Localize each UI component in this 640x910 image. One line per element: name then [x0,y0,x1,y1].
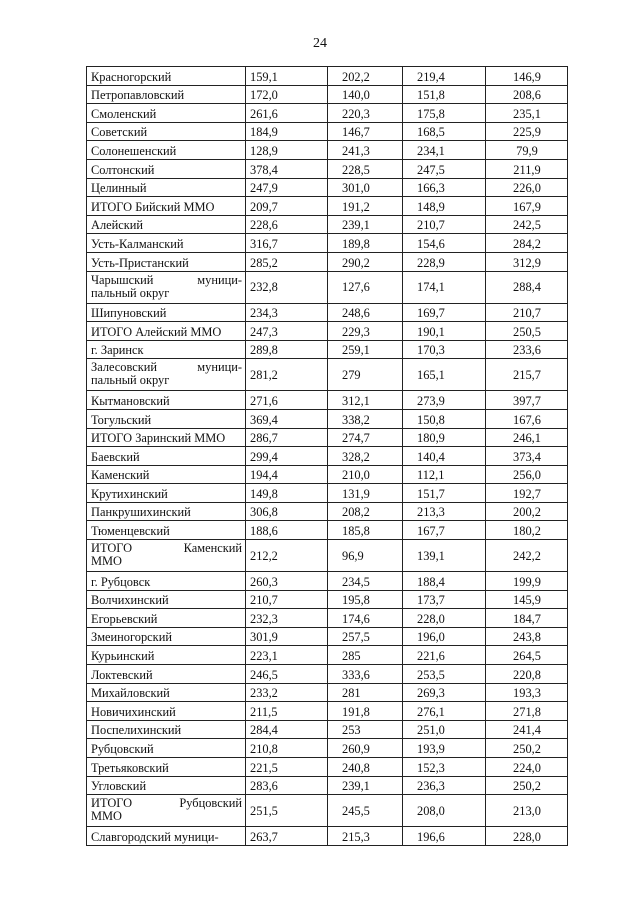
value-cell-1: 378,4 [246,159,328,178]
value-cell-2: 338,2 [328,409,403,428]
value-cell-4: 243,8 [486,627,568,646]
value-cell-3: 139,1 [403,540,486,572]
value-cell-4: 167,6 [486,409,568,428]
value-cell-4: 210,7 [486,303,568,322]
value-cell-2: 185,8 [328,521,403,540]
value-cell-2: 140,0 [328,85,403,104]
value-cell-2: 245,5 [328,795,403,827]
value-cell-1: 299,4 [246,447,328,466]
value-cell-1: 188,6 [246,521,328,540]
value-cell-3: 169,7 [403,303,486,322]
table-row [87,627,568,646]
value-cell-2: 208,2 [328,502,403,521]
table-row [87,540,568,572]
value-cell-1: 281,2 [246,359,328,391]
row-name-cell: Третьяковский [87,758,246,777]
row-name-cell: Усть-Пристанский [87,252,246,271]
row-name-line-2: ММО [91,809,122,824]
row-name-cell: Крутихинский [87,484,246,503]
value-cell-2: 195,8 [328,590,403,609]
row-name-cell: Тогульский [87,409,246,428]
value-cell-3: 168,5 [403,122,486,141]
value-cell-3: 228,0 [403,609,486,628]
table-row [87,234,568,253]
table-row [87,521,568,540]
row-name-cell: Каменский [87,465,246,484]
value-cell-4: 241,4 [486,720,568,739]
table-row [87,409,568,428]
row-name-cell: Михайловский [87,683,246,702]
value-cell-4: 226,0 [486,178,568,197]
value-cell-4: 288,4 [486,271,568,303]
row-name-cell [87,795,246,827]
value-cell-4: 199,9 [486,572,568,591]
row-name-line-1: ИТОГО Каменский [91,541,242,556]
value-cell-1: 246,5 [246,665,328,684]
value-cell-2: 202,2 [328,67,403,86]
value-cell-4: 225,9 [486,122,568,141]
row-name-cell: Солонешенский [87,141,246,160]
value-cell-4: 250,2 [486,739,568,758]
value-cell-4: 167,9 [486,197,568,216]
row-name-cell [87,359,246,391]
table-row [87,465,568,484]
value-cell-1: 283,6 [246,776,328,795]
row-name-cell: Усть-Калманский [87,234,246,253]
row-name-cell: Славгородский муници- [87,827,246,846]
row-name-cell: Шипуновский [87,303,246,322]
value-cell-1: 228,6 [246,215,328,234]
row-name-cell: Солтонский [87,159,246,178]
value-cell-4: 208,6 [486,85,568,104]
value-cell-1: 184,9 [246,122,328,141]
value-cell-2: 239,1 [328,215,403,234]
value-cell-3: 253,5 [403,665,486,684]
value-cell-3: 276,1 [403,702,486,721]
value-cell-1: 234,3 [246,303,328,322]
table-row [87,252,568,271]
value-cell-4: 233,6 [486,340,568,359]
row-name-cell [87,271,246,303]
table-row [87,322,568,341]
value-cell-2: 210,0 [328,465,403,484]
value-cell-2: 131,9 [328,484,403,503]
value-cell-1: 260,3 [246,572,328,591]
row-name-cell: Егорьевский [87,609,246,628]
value-cell-4: 250,5 [486,322,568,341]
value-cell-4: 211,9 [486,159,568,178]
value-cell-1: 247,3 [246,322,328,341]
value-cell-2: 257,5 [328,627,403,646]
value-cell-4: 246,1 [486,428,568,447]
row-name-line-1: Залесовский муници- [91,360,242,375]
table-row [87,178,568,197]
value-cell-1: 289,8 [246,340,328,359]
value-cell-3: 228,9 [403,252,486,271]
value-cell-3: 165,1 [403,359,486,391]
value-cell-3: 247,5 [403,159,486,178]
value-cell-4: 312,9 [486,252,568,271]
value-cell-4: 145,9 [486,590,568,609]
value-cell-2: 274,7 [328,428,403,447]
value-cell-3: 180,9 [403,428,486,447]
value-cell-3: 188,4 [403,572,486,591]
value-cell-4: 215,7 [486,359,568,391]
value-cell-3: 173,7 [403,590,486,609]
value-cell-4: 397,7 [486,391,568,410]
value-cell-1: 251,5 [246,795,328,827]
row-name-cell: г. Рубцовск [87,572,246,591]
table-row [87,739,568,758]
value-cell-3: 196,6 [403,827,486,846]
value-cell-3: 151,8 [403,85,486,104]
row-name-cell: Петропавловский [87,85,246,104]
value-cell-3: 150,8 [403,409,486,428]
row-name-line-1: Чарышский муници- [91,272,242,287]
value-cell-4: 146,9 [486,67,568,86]
value-cell-1: 221,5 [246,758,328,777]
value-cell-1: 263,7 [246,827,328,846]
table-row [87,758,568,777]
value-cell-1: 223,1 [246,646,328,665]
value-cell-2: 281 [328,683,403,702]
value-cell-2: 290,2 [328,252,403,271]
table-row [87,590,568,609]
value-cell-2: 215,3 [328,827,403,846]
value-cell-4: 242,5 [486,215,568,234]
value-cell-1: 232,3 [246,609,328,628]
value-cell-1: 232,8 [246,271,328,303]
value-cell-2: 174,6 [328,609,403,628]
table-row [87,827,568,846]
value-cell-1: 128,9 [246,141,328,160]
row-name-cell [87,540,246,572]
table-row [87,720,568,739]
value-cell-1: 271,6 [246,391,328,410]
value-cell-3: 190,1 [403,322,486,341]
value-cell-4: 224,0 [486,758,568,777]
value-cell-2: 312,1 [328,391,403,410]
value-cell-2: 96,9 [328,540,403,572]
value-cell-2: 220,3 [328,104,403,123]
value-cell-3: 174,1 [403,271,486,303]
value-cell-1: 209,7 [246,197,328,216]
value-cell-3: 213,3 [403,502,486,521]
value-cell-3: 236,3 [403,776,486,795]
value-cell-3: 167,7 [403,521,486,540]
value-cell-2: 259,1 [328,340,403,359]
value-cell-3: 234,1 [403,141,486,160]
table-row [87,502,568,521]
table-row [87,159,568,178]
value-cell-1: 210,8 [246,739,328,758]
row-name-cell: Кытмановский [87,391,246,410]
row-name-cell: Новичихинский [87,702,246,721]
value-cell-4: 242,2 [486,540,568,572]
row-name-cell: Баевский [87,447,246,466]
table-row [87,67,568,86]
value-cell-1: 284,4 [246,720,328,739]
value-cell-2: 191,2 [328,197,403,216]
table-row [87,391,568,410]
value-cell-1: 261,6 [246,104,328,123]
row-name-line-2: ММО [91,554,122,569]
value-cell-2: 260,9 [328,739,403,758]
data-table [86,66,568,846]
value-cell-3: 269,3 [403,683,486,702]
value-cell-3: 193,9 [403,739,486,758]
value-cell-2: 328,2 [328,447,403,466]
row-name-cell: Угловский [87,776,246,795]
value-cell-4: 180,2 [486,521,568,540]
value-cell-3: 148,9 [403,197,486,216]
value-cell-4: 192,7 [486,484,568,503]
value-cell-4: 373,4 [486,447,568,466]
table-row [87,795,568,827]
value-cell-2: 189,8 [328,234,403,253]
value-cell-1: 301,9 [246,627,328,646]
table-row [87,85,568,104]
table-row [87,665,568,684]
value-cell-3: 251,0 [403,720,486,739]
value-cell-2: 253 [328,720,403,739]
value-cell-3: 166,3 [403,178,486,197]
value-cell-1: 285,2 [246,252,328,271]
table-row [87,702,568,721]
value-cell-1: 316,7 [246,234,328,253]
table-row [87,683,568,702]
row-name-cell: ИТОГО Заринский ММО [87,428,246,447]
table-row [87,141,568,160]
row-name-line-2: пальный округ [91,285,170,300]
row-name-cell: г. Заринск [87,340,246,359]
row-name-cell: ИТОГО Алейский ММО [87,322,246,341]
value-cell-1: 306,8 [246,502,328,521]
value-cell-3: 154,6 [403,234,486,253]
row-name-cell: Красногорский [87,67,246,86]
table-row [87,340,568,359]
value-cell-2: 285 [328,646,403,665]
row-name-cell: Панкрушихинский [87,502,246,521]
table-row [87,609,568,628]
row-name-cell: Змеиногорский [87,627,246,646]
table-row [87,428,568,447]
value-cell-4: 235,1 [486,104,568,123]
value-cell-4: 284,2 [486,234,568,253]
row-name-cell: Волчихинский [87,590,246,609]
value-cell-1: 212,2 [246,540,328,572]
value-cell-2: 241,3 [328,141,403,160]
table-row [87,215,568,234]
value-cell-2: 301,0 [328,178,403,197]
table-row [87,359,568,391]
value-cell-4: 256,0 [486,465,568,484]
value-cell-3: 221,6 [403,646,486,665]
row-name-cell: Смоленский [87,104,246,123]
value-cell-3: 112,1 [403,465,486,484]
value-cell-1: 211,5 [246,702,328,721]
value-cell-3: 175,8 [403,104,486,123]
table-row [87,197,568,216]
value-cell-4: 228,0 [486,827,568,846]
value-cell-4: 250,2 [486,776,568,795]
row-name-cell: Тюменцевский [87,521,246,540]
value-cell-1: 194,4 [246,465,328,484]
value-cell-1: 172,0 [246,85,328,104]
value-cell-1: 286,7 [246,428,328,447]
table-row [87,646,568,665]
table-body [87,67,568,846]
value-cell-3: 273,9 [403,391,486,410]
value-cell-1: 210,7 [246,590,328,609]
table-row [87,104,568,123]
value-cell-3: 210,7 [403,215,486,234]
value-cell-4: 79,9 [486,141,568,160]
row-name-cell: Курьинский [87,646,246,665]
value-cell-4: 271,8 [486,702,568,721]
table-row [87,484,568,503]
value-cell-2: 234,5 [328,572,403,591]
value-cell-1: 369,4 [246,409,328,428]
value-cell-2: 240,8 [328,758,403,777]
value-cell-4: 200,2 [486,502,568,521]
row-name-cell: Алейский [87,215,246,234]
value-cell-1: 159,1 [246,67,328,86]
row-name-cell: Поспелихинский [87,720,246,739]
value-cell-3: 170,3 [403,340,486,359]
value-cell-1: 233,2 [246,683,328,702]
table-row [87,776,568,795]
table-row [87,303,568,322]
value-cell-3: 196,0 [403,627,486,646]
table-row [87,447,568,466]
row-name-cell: Советский [87,122,246,141]
value-cell-3: 152,3 [403,758,486,777]
value-cell-2: 229,3 [328,322,403,341]
value-cell-3: 208,0 [403,795,486,827]
row-name-line-2: пальный округ [91,373,170,388]
value-cell-1: 247,9 [246,178,328,197]
value-cell-4: 264,5 [486,646,568,665]
row-name-line-1: ИТОГО Рубцовский [91,796,242,811]
table-row [87,572,568,591]
value-cell-4: 220,8 [486,665,568,684]
value-cell-4: 184,7 [486,609,568,628]
value-cell-3: 140,4 [403,447,486,466]
value-cell-2: 239,1 [328,776,403,795]
row-name-cell: Рубцовский [87,739,246,758]
value-cell-2: 146,7 [328,122,403,141]
value-cell-2: 279 [328,359,403,391]
row-name-cell: Локтевский [87,665,246,684]
value-cell-2: 127,6 [328,271,403,303]
value-cell-4: 193,3 [486,683,568,702]
value-cell-2: 333,6 [328,665,403,684]
value-cell-4: 213,0 [486,795,568,827]
value-cell-3: 151,7 [403,484,486,503]
page-number: 24 [313,36,327,51]
table-row [87,271,568,303]
value-cell-3: 219,4 [403,67,486,86]
value-cell-2: 228,5 [328,159,403,178]
row-name-cell: ИТОГО Бийский ММО [87,197,246,216]
row-name-cell: Целинный [87,178,246,197]
value-cell-2: 191,8 [328,702,403,721]
value-cell-1: 149,8 [246,484,328,503]
table-row [87,122,568,141]
value-cell-2: 248,6 [328,303,403,322]
